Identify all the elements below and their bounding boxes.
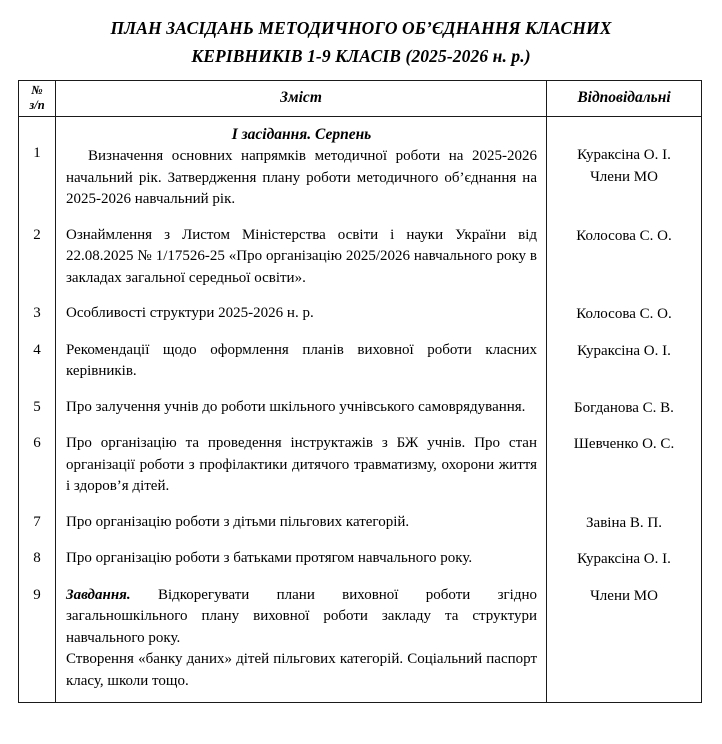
column-header-content: Зміст — [56, 81, 547, 117]
table-header — [19, 81, 702, 117]
page-title-line-1: ПЛАН ЗАСІДАНЬ МЕТОДИЧНОГО ОБ’ЄДНАННЯ КЛАСНИХ — [110, 18, 612, 38]
row-content-paragraph — [66, 303, 537, 325]
table-row — [19, 541, 702, 578]
responsible-name: Колосова С. О. — [576, 227, 672, 244]
row-content-text: Про організацію та проведення інструктажів з БЖ учнів. Про стан організації роботи з профілактики дитячого травматизму, охорони життя і здоров’я дітей. — [66, 435, 537, 494]
row-content-paragraph — [66, 433, 537, 498]
table-header-row — [19, 81, 702, 117]
row-content-text: Визначення основних напрямків методичної роботи на 2025-2026 начальний рік. Затвердження плану роботи методичного об’єднання на 2025-2026 навчальний рік. — [66, 148, 537, 207]
row-content — [56, 218, 547, 297]
responsible-name: Члени МО — [590, 587, 658, 604]
row-content-text: Про організацію роботи з батьками протягом навчального року. — [66, 550, 473, 566]
row-content-text: Про залучення учнів до роботи шкільного учнівського самоврядування. — [66, 398, 526, 415]
row-responsible — [547, 390, 702, 427]
column-header-responsible: Відповідальні — [547, 81, 702, 117]
row-responsible — [547, 117, 702, 218]
row-content — [56, 296, 547, 333]
responsible-name: Завіна В. П. — [586, 514, 662, 531]
page-title-line-2: КЕРІВНИКІВ 1-9 КЛАСІВ (2025-2026 н. р.) — [191, 46, 531, 66]
row-responsible — [547, 541, 702, 578]
responsible-name: Кураксіна О. І. — [577, 551, 671, 567]
row-content — [56, 390, 547, 427]
row-content-paragraph — [66, 585, 537, 650]
row-content — [56, 117, 547, 218]
row-number: 8 — [19, 541, 56, 578]
row-responsible — [547, 333, 702, 390]
row-responsible — [547, 218, 702, 297]
table-row — [19, 426, 702, 505]
table-body — [19, 117, 702, 703]
row-content-text: Рекомендації щодо оформлення планів виховної роботи класних керівників. — [66, 341, 537, 379]
row-responsible — [547, 578, 702, 703]
plan-table-container — [0, 70, 722, 703]
table-row — [19, 390, 702, 427]
row-content-text: Про організацію роботи з дітьми пільгових категорій. — [66, 513, 410, 530]
column-header-number — [19, 81, 56, 117]
column-header-number-line-1: № — [31, 83, 43, 97]
table-row — [19, 333, 702, 390]
row-number: 1 — [19, 117, 56, 218]
row-content-extra-text: Створення «банку даних» дітей пільгових категорій. Соціальний паспорт класу, школи тощо. — [66, 651, 537, 689]
row-content-paragraph — [66, 225, 537, 290]
row-content — [56, 505, 547, 542]
row-content — [56, 333, 547, 390]
row-number: 5 — [19, 390, 56, 427]
row-content-paragraph — [66, 340, 537, 383]
responsible-name: Богданова С. В. — [574, 399, 674, 416]
row-bottom-spacer — [66, 692, 537, 695]
row-number: 3 — [19, 296, 56, 333]
responsible-name: Кураксіна О. І. — [577, 147, 671, 163]
row-content-paragraph — [66, 512, 537, 534]
row-content-paragraph-extra — [66, 649, 537, 692]
table-row — [19, 117, 702, 218]
row-responsible — [547, 505, 702, 542]
row-content — [56, 541, 547, 578]
row-content-paragraph — [66, 397, 537, 419]
row-content-paragraph — [66, 548, 537, 570]
meeting-plan-table — [18, 80, 702, 703]
responsible-name: Колосова С. О. — [576, 306, 672, 322]
row-number: 7 — [19, 505, 56, 542]
session-heading: І засідання. Серпень — [231, 126, 372, 143]
responsible-name: Шевченко О. С. — [573, 436, 675, 452]
table-row — [19, 218, 702, 297]
row-number: 2 — [19, 218, 56, 297]
row-responsible — [547, 426, 702, 505]
row-content-text: Відкорегувати плани виховної роботи згідно загальношкільного плану виховної роботи закладу та структури навчального року. — [66, 586, 538, 646]
table-row — [19, 296, 702, 333]
page-title — [0, 0, 722, 70]
table-row — [19, 505, 702, 542]
table-row — [19, 578, 702, 703]
responsible-name: Кураксіна О. І. — [577, 342, 671, 359]
row-content — [56, 578, 547, 703]
task-label: Завдання. — [66, 586, 131, 603]
column-header-number-line-2: з/п — [29, 98, 45, 112]
row-content-paragraph — [66, 146, 537, 211]
row-content — [56, 426, 547, 505]
row-content-text: Особливості структури 2025-2026 н. р. — [66, 305, 314, 321]
responsible-name: Члени МО — [590, 168, 658, 185]
row-number: 9 — [19, 578, 56, 703]
row-content-text: Ознаймлення з Листом Міністерства освіти і науки України від 22.08.2025 № 1/17526-25 «Про організацію 2025/2026 навчального року в закладах загальної середньої освіти». — [66, 226, 537, 286]
row-responsible — [547, 296, 702, 333]
row-number: 4 — [19, 333, 56, 390]
row-number: 6 — [19, 426, 56, 505]
